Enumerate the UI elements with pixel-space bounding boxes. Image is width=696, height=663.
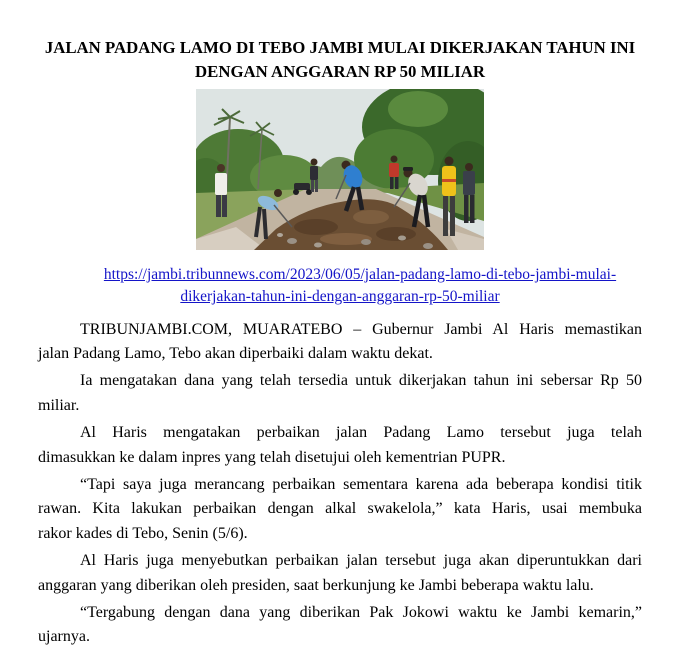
source-link[interactable] [38, 264, 642, 308]
source-link-line[interactable] [38, 264, 642, 286]
paragraph-line: jalan Padang Lamo, Tebo akan diperbaiki dalam waktu dekat. [38, 345, 433, 363]
paragraph [38, 318, 642, 367]
road-repair-photo [196, 89, 484, 250]
article-title-line: JALAN PADANG LAMO DI TEBO JAMBI MULAI DIKERJAKAN TAHUN INI [44, 38, 636, 57]
source-link-block [38, 264, 642, 308]
paragraph-line: rawan. Kita lakukan perbaikan dengan alkal swakelola,” kata Haris, usai membuka [38, 500, 642, 518]
paragraph-line: “Tergabung dengan dana yang diberikan Pak Jokowi waktu ke Jambi kemarin,” [80, 603, 642, 621]
worker-figure [310, 159, 318, 193]
paragraph-line: dimasukkan ke dalam inpres yang telah disetujui oleh kementrian PUPR. [38, 448, 506, 466]
paragraph [38, 369, 642, 418]
source-link-text[interactable]: dikerjakan-tahun-ini-dengan-anggaran-rp-50-miliar [180, 288, 500, 305]
article-title [38, 36, 642, 84]
paragraph [38, 549, 642, 598]
paragraph-line: Al Haris juga menyebutkan perbaikan jalan tersebut juga akan diperuntukkan dari [80, 552, 642, 569]
source-link-text[interactable]: https://jambi.tribunnews.com/2023/06/05/jalan-padang-lamo-di-tebo-jambi-mulai- [103, 266, 617, 283]
article-body [38, 318, 642, 653]
paragraph-line: rakor kades di Tebo, Senin (5/6). [38, 524, 248, 542]
paragraph-line: Al Haris mengatakan perbaikan jalan Padang Lamo tersebut juga telah [80, 424, 642, 442]
paragraph-line: ujarnya. [38, 628, 90, 646]
paragraph-line: anggaran yang diberikan oleh presiden, saat berkunjung ke Jambi beberapa waktu lalu. [38, 576, 594, 594]
paragraph-line: Ia mengatakan dana yang telah tersedia untuk dikerjakan tahun ini sebersar Rp 50 [80, 372, 642, 390]
paragraph-line: miliar. [38, 396, 80, 414]
article-title-line: DENGAN ANGGARAN RP 50 MILIAR [195, 62, 485, 81]
article-photo [196, 89, 484, 250]
paragraph-line: “Tapi saya juga merancang perbaikan sementara karena ada beberapa kondisi titik [80, 475, 642, 493]
source-link-line[interactable] [38, 286, 642, 308]
paragraph-line: TRIBUNJAMBI.COM, MUARATEBO – Gubernur Jambi Al Haris memastikan [80, 320, 642, 338]
paragraph [38, 421, 642, 470]
paragraph [38, 601, 642, 650]
paragraph [38, 473, 642, 547]
